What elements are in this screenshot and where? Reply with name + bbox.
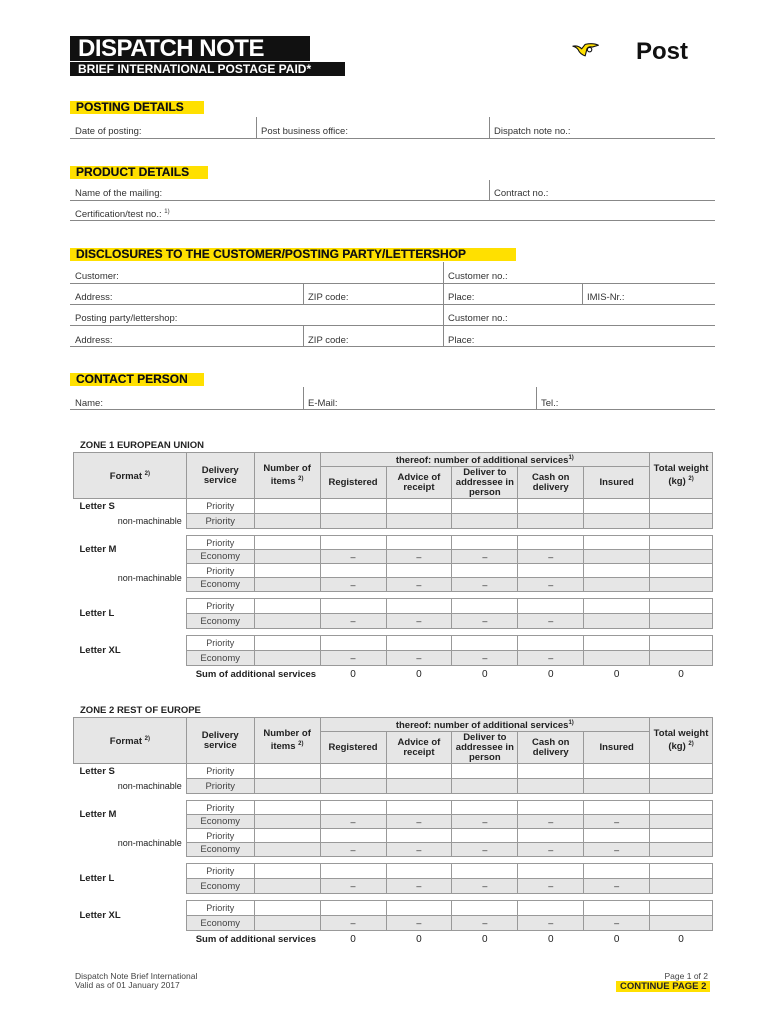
number-header: Number of items $^{2)}$ [254,453,320,499]
input-cell[interactable] [254,901,320,916]
na-cell: – [386,550,452,564]
input-cell[interactable] [518,599,584,614]
input-cell[interactable] [650,636,713,651]
na-cell: – [320,614,386,629]
table-row [74,599,713,614]
service-economy: Economy [186,614,254,629]
input-cell[interactable] [584,829,650,843]
table-row [74,764,713,779]
divider [303,326,304,346]
input-cell[interactable] [518,514,584,529]
na-cell: – [386,651,452,666]
na-cell: – [452,651,518,666]
format-non-machinable: non-machinable [117,516,182,527]
na-cell: – [584,916,650,931]
document-title: DISPATCH NOTE [70,36,310,61]
format-non-machinable: non-machinable [117,572,182,583]
format-letter-m: Letter M [79,809,117,821]
input-cell[interactable] [650,578,713,592]
input-cell[interactable] [320,564,386,578]
input-cell[interactable] [518,829,584,843]
post-horn-logo-icon [572,36,638,66]
date-of-posting-label: Date of posting: [75,126,142,137]
format-header: Format $^{2)}$ [74,453,187,499]
input-cell[interactable] [320,514,386,529]
footer-document-name: Dispatch Note Brief International [75,971,198,981]
na-cell: – [518,550,584,564]
na-cell: – [584,843,650,857]
service-priority: Priority [186,514,254,529]
sum-value: 0 [350,668,356,680]
posting-party-label: Posting party/lettershop: [75,313,178,324]
input-cell[interactable] [452,536,518,550]
service-economy: Economy [186,550,254,564]
input-cell[interactable] [254,815,320,829]
na-cell: – [320,651,386,666]
input-cell[interactable] [254,550,320,564]
place-label: Place: [448,292,475,303]
na-cell: – [584,815,650,829]
na-cell: – [386,815,452,829]
na-cell: – [386,614,452,629]
customer-no-label: Customer no.: [448,313,508,324]
field-line [70,200,715,201]
format-letter-xl: Letter XL [79,910,121,922]
service-priority: Priority [186,499,254,514]
divider [256,117,257,138]
input-cell[interactable] [254,599,320,614]
sum-value: 0 [416,668,422,680]
input-cell[interactable] [452,764,518,779]
input-cell[interactable] [584,536,650,550]
divider [536,387,537,409]
input-cell[interactable] [650,764,713,779]
input-cell[interactable] [320,764,386,779]
service-economy: Economy [186,916,254,931]
input-cell[interactable] [386,599,452,614]
input-cell[interactable] [584,651,650,666]
input-cell[interactable] [650,550,713,564]
format-letter-s: Letter S [79,765,115,777]
input-cell[interactable] [650,614,713,629]
input-cell[interactable] [518,801,584,815]
format-letter-m: Letter M [79,544,117,556]
input-cell[interactable] [518,779,584,794]
input-cell[interactable] [254,916,320,931]
input-cell[interactable] [650,536,713,550]
input-cell[interactable] [584,514,650,529]
page-number: Page 1 of 2 [664,971,708,981]
input-cell[interactable] [452,514,518,529]
input-cell[interactable] [584,599,650,614]
input-cell[interactable] [320,536,386,550]
na-cell: – [584,879,650,894]
product-details-heading: PRODUCT DETAILS [70,166,208,179]
input-cell[interactable] [320,779,386,794]
sum-label: Sum of additional services [195,668,317,680]
format-letter-l: Letter L [79,608,115,620]
input-cell[interactable] [584,550,650,564]
input-cell[interactable] [650,651,713,666]
table-row [74,829,713,843]
logo-text: Post [636,38,689,65]
sum-value: 0 [350,933,356,945]
na-cell: – [452,843,518,857]
footer-valid-date: Valid as of 01 January 2017 [75,980,180,990]
field-line [70,138,715,139]
input-cell[interactable] [254,514,320,529]
service-economy: Economy [186,843,254,857]
input-cell[interactable] [320,829,386,843]
table-row [74,901,713,916]
disclosures-heading: DISCLOSURES TO THE CUSTOMER/POSTING PARTY/LETTERSHOP [70,248,516,261]
input-cell[interactable] [254,879,320,894]
input-cell[interactable] [518,536,584,550]
format-non-machinable: non-machinable [117,781,182,792]
zone1-table [73,452,713,683]
posting-details-heading: POSTING DETAILS [70,101,204,114]
delivery-header: Delivery service [186,453,254,499]
service-economy: Economy [186,651,254,666]
service-priority: Priority [186,536,254,550]
total-weight-header: Total weight (kg) $^{2)}$ [650,453,713,499]
na-cell: – [518,843,584,857]
total-weight-header: Total weight (kg) $^{2)}$ [650,718,713,764]
divider [303,284,304,304]
address-label: Address: [75,292,113,303]
input-cell[interactable] [650,829,713,843]
zone2-title: ZONE 2 REST OF EUROPE [80,705,201,716]
na-cell: – [320,815,386,829]
input-cell[interactable] [518,564,584,578]
format-letter-xl: Letter XL [79,645,121,657]
place-label: Place: [448,335,475,346]
input-cell[interactable] [386,864,452,879]
table-row [74,636,713,651]
sum-row [74,931,713,948]
input-cell[interactable] [320,499,386,514]
contact-name-label: Name: [75,398,103,409]
table-row [74,801,713,815]
thereof-header: thereof: number of additional services$^{1)}$ [320,453,650,467]
insured-header: Insured [584,467,650,499]
input-cell[interactable] [320,901,386,916]
input-cell[interactable] [452,801,518,815]
na-cell: – [452,815,518,829]
input-cell[interactable] [254,829,320,843]
divider [489,180,490,200]
input-cell[interactable] [452,499,518,514]
post-office-label: Post business office: [261,126,348,137]
sum-value: 0 [613,933,620,945]
field-line [70,220,715,221]
input-cell[interactable] [518,901,584,916]
table-row [74,536,713,550]
input-cell[interactable] [650,815,713,829]
input-cell[interactable] [254,651,320,666]
input-cell[interactable] [254,564,320,578]
input-cell[interactable] [254,764,320,779]
table-row [74,779,713,794]
input-cell[interactable] [650,499,713,514]
format-header: Format $^{2)}$ [74,718,187,764]
table-row [74,564,713,578]
na-cell: – [452,578,518,592]
service-priority: Priority [186,564,254,578]
input-cell[interactable] [518,636,584,651]
input-cell[interactable] [518,864,584,879]
input-cell[interactable] [584,864,650,879]
mailing-name-label: Name of the mailing: [75,188,163,199]
na-cell: – [320,879,386,894]
sum-value: 0 [482,668,488,680]
number-header: Number of items $^{2)}$ [254,718,320,764]
format-non-machinable: non-machinable [117,837,182,848]
sum-label: Sum of additional services [195,933,317,945]
document-subtitle: BRIEF INTERNATIONAL POSTAGE PAID* [70,62,345,76]
field-line [70,325,715,326]
service-priority: Priority [186,829,254,843]
input-cell[interactable] [452,829,518,843]
input-cell[interactable] [650,514,713,529]
input-cell[interactable] [584,564,650,578]
input-cell[interactable] [386,536,452,550]
service-economy: Economy [186,815,254,829]
input-cell[interactable] [320,599,386,614]
contact-person-heading: CONTACT PERSON [70,373,204,386]
input-cell[interactable] [254,779,320,794]
zone2-table [73,717,713,948]
cash-header: Cash on delivery [518,467,584,499]
imis-label: IMIS-Nr.: [587,292,625,303]
na-cell: – [518,578,584,592]
na-cell: – [518,651,584,666]
na-cell: – [452,614,518,629]
field-line [70,409,715,410]
divider [303,387,304,409]
input-cell[interactable] [254,578,320,592]
na-cell: – [452,879,518,894]
registered-header: Registered [320,467,386,499]
input-cell[interactable] [254,801,320,815]
input-cell[interactable] [584,499,650,514]
input-cell[interactable] [584,578,650,592]
input-cell[interactable] [452,564,518,578]
table-row [74,499,713,514]
na-cell: – [518,916,584,931]
input-cell[interactable] [650,843,713,857]
input-cell[interactable] [650,801,713,815]
input-cell[interactable] [650,879,713,894]
input-cell[interactable] [320,864,386,879]
input-cell[interactable] [650,916,713,931]
input-cell[interactable] [254,864,320,879]
certification-label: Certification/test no.: $^{1)}$ [75,209,170,221]
format-letter-s: Letter S [79,500,115,512]
service-priority: Priority [186,764,254,779]
input-cell[interactable] [518,764,584,779]
service-priority: Priority [186,599,254,614]
na-cell: – [386,916,452,931]
na-cell: – [386,843,452,857]
input-cell[interactable] [584,901,650,916]
input-cell[interactable] [584,636,650,651]
service-priority: Priority [186,901,254,916]
format-letter-l: Letter L [79,873,115,885]
input-cell[interactable] [518,499,584,514]
input-cell[interactable] [650,599,713,614]
input-cell[interactable] [386,499,452,514]
input-cell[interactable] [452,901,518,916]
sum-value: 0 [613,668,620,680]
input-cell[interactable] [320,636,386,651]
zip-label: ZIP code: [308,335,349,346]
table-row [74,514,713,529]
input-cell[interactable] [386,564,452,578]
input-cell[interactable] [254,614,320,629]
na-cell: – [452,916,518,931]
input-cell[interactable] [254,499,320,514]
input-cell[interactable] [650,779,713,794]
input-cell[interactable] [386,801,452,815]
input-cell[interactable] [386,829,452,843]
service-priority: Priority [186,779,254,794]
table-row [74,864,713,879]
na-cell: – [320,550,386,564]
input-cell[interactable] [452,599,518,614]
input-cell[interactable] [386,514,452,529]
field-line [70,283,715,284]
advice-header: Advice of receipt [386,732,452,764]
service-priority: Priority [186,636,254,651]
input-cell[interactable] [254,536,320,550]
input-cell[interactable] [650,901,713,916]
na-cell: – [518,815,584,829]
service-economy: Economy [186,879,254,894]
input-cell[interactable] [254,843,320,857]
field-line [70,346,715,347]
input-cell[interactable] [452,864,518,879]
cash-header: Cash on delivery [518,732,584,764]
input-cell[interactable] [584,764,650,779]
na-cell: – [518,614,584,629]
input-cell[interactable] [254,636,320,651]
na-cell: – [320,916,386,931]
input-cell[interactable] [452,636,518,651]
input-cell[interactable] [584,614,650,629]
input-cell[interactable] [584,801,650,815]
input-cell[interactable] [584,779,650,794]
na-cell: – [320,843,386,857]
registered-header: Registered [320,732,386,764]
thereof-header: thereof: number of additional services$^{1)}$ [320,718,650,732]
divider [582,284,583,304]
contract-no-label: Contract no.: [494,188,549,199]
input-cell[interactable] [650,564,713,578]
divider [489,117,490,138]
na-cell: – [386,578,452,592]
input-cell[interactable] [386,764,452,779]
input-cell[interactable] [320,801,386,815]
na-cell: – [320,578,386,592]
sum-value: 0 [482,933,488,945]
input-cell[interactable] [386,901,452,916]
input-cell[interactable] [650,864,713,879]
delivery-header: Delivery service [186,718,254,764]
sum-value: 0 [678,933,684,945]
service-economy: Economy [186,578,254,592]
service-priority: Priority [186,864,254,879]
dispatch-note-no-label: Dispatch note no.: [494,126,571,137]
input-cell[interactable] [386,779,452,794]
customer-no-label: Customer no.: [448,271,508,282]
customer-label: Customer: [75,271,119,282]
na-cell: – [452,550,518,564]
sum-row [74,666,713,683]
sum-value: 0 [547,933,554,945]
insured-header: Insured [584,732,650,764]
input-cell[interactable] [452,779,518,794]
input-cell[interactable] [386,636,452,651]
tel-label: Tel.: [541,398,559,409]
na-cell: – [386,879,452,894]
na-cell: – [518,879,584,894]
sum-value: 0 [416,933,422,945]
email-label: E-Mail: [308,398,338,409]
zip-label: ZIP code: [308,292,349,303]
field-line [70,304,715,305]
advice-header: Advice of receipt [386,467,452,499]
address-label: Address: [75,335,113,346]
zone1-title: ZONE 1 EUROPEAN UNION [80,440,205,451]
service-priority: Priority [186,801,254,815]
continue-page-link[interactable]: CONTINUE PAGE 2 [616,981,710,992]
deliver-to-header: Deliver to addressee in person [452,732,518,764]
sum-value: 0 [678,668,684,680]
sum-value: 0 [547,668,554,680]
deliver-to-header: Deliver to addressee in person [452,467,518,499]
